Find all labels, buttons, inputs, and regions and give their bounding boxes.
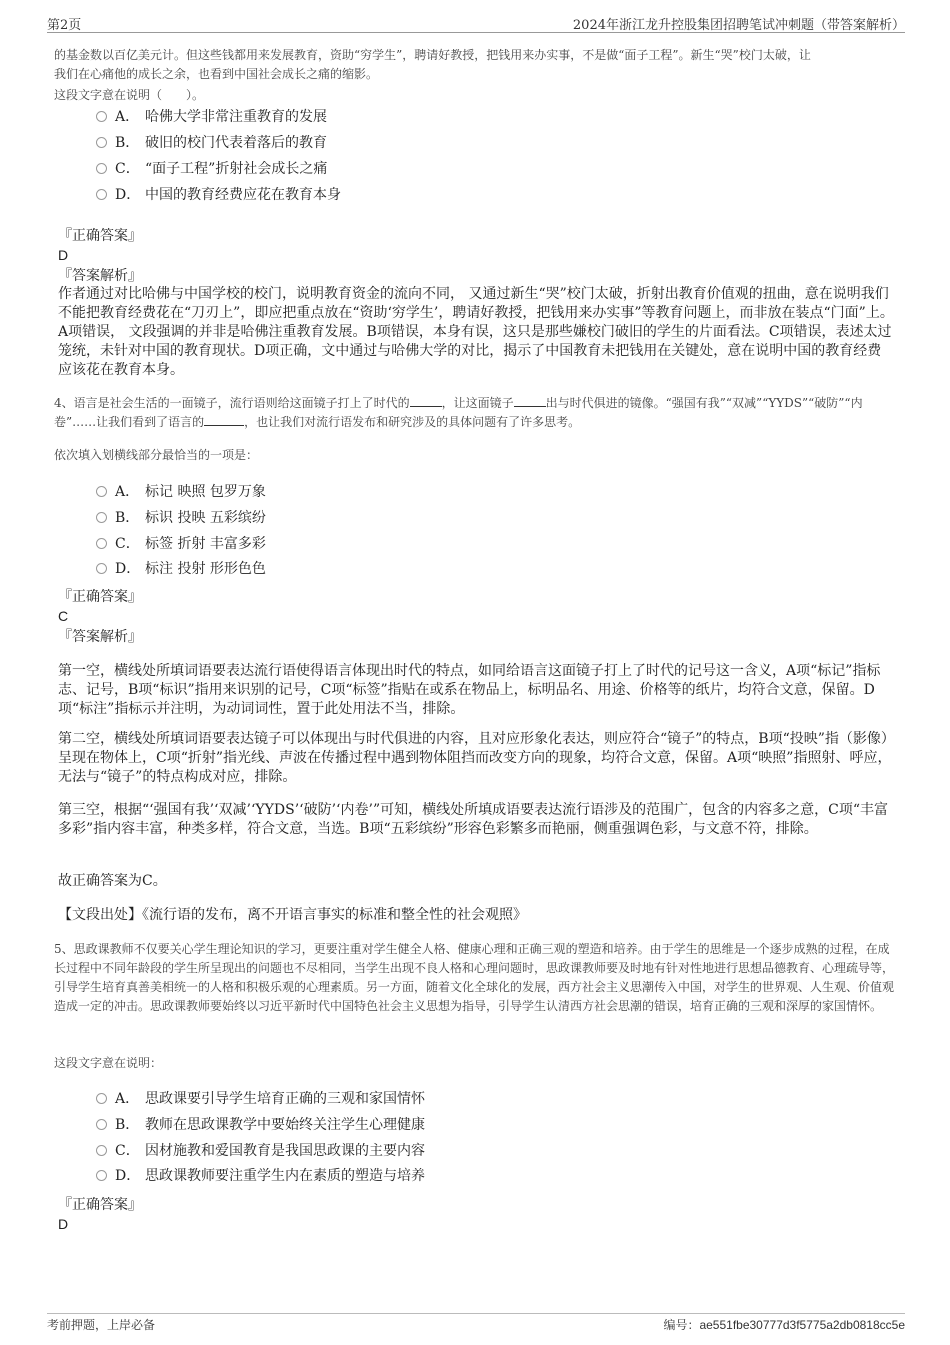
q3-option-d[interactable]: D． 中国的教育经费应花在教育本身 <box>96 185 341 205</box>
q4-answer: C <box>58 608 69 624</box>
radio-icon[interactable] <box>96 111 107 122</box>
q3-answer: D <box>58 247 69 263</box>
q4-answer-label: 『正确答案』 <box>58 589 142 605</box>
radio-icon[interactable] <box>96 1170 107 1181</box>
blank-1 <box>410 394 442 407</box>
page-footer <box>47 1313 905 1332</box>
q3-analysis: 作者通过对比哈佛与中国学校的校门，说明教育资金的流向不同， 又通过新生“哭”校门太破，折射出教育价值观的扭曲，意在说明我们不能把教育经费花在“刀刃上”，即应把重点放在“资助‘穷学生’，聘请好教授，把钱用来办实事”等教育问题上，而非放在装点“门面”上。A项错误， 文段强调的并非是哈佛注重教育发展。B项错误，本身有误，这只是那些嫌校门破旧的学生的片面看法。C项错误，表述太过笼统，未针对中国的教育现状。D项正确，文中通过与哈佛大学的对比，揭示了中国教育未把钱用在关键处，意在说明中国的教育经费应该花在教育本身。 <box>58 286 894 378</box>
document-id: 编号：ae551fbe30777d3f5775a2db0818cc5e <box>663 1318 905 1332</box>
radio-icon[interactable] <box>96 189 107 200</box>
document-title: 2024年浙江龙升控股集团招聘笔试冲刺题（带答案解析） <box>572 18 905 33</box>
q4-analysis-p1: 第一空，横线处所填词语要表达流行语使得语言体现出时代的特点，如同给语言这面镜子打上了时代的记号这一含义，A项“标记”指标志、记号，B项“标识”指用来识别的记号，C项“标签”指贴在或系在物品上，标明品名、用途、价格等的纸片，均符合文意，保留。D项“标注”指标示并注明，为动词词性，置于此处用法不当，排除。 <box>58 663 881 717</box>
radio-icon[interactable] <box>96 1093 107 1104</box>
q4-option-d[interactable]: D． 标注 投射 形形色色 <box>96 559 266 579</box>
q5-answer-label: 『正确答案』 <box>58 1197 142 1213</box>
q3-prompt: 这段文字意在说明（ ）。 <box>54 88 205 102</box>
q5-answer: D <box>58 1216 69 1232</box>
blank-2 <box>514 394 546 407</box>
q4-source: 【文段出处】《流行语的发布，离不开语言事实的标准和整全性的社会观照》 <box>58 907 527 923</box>
q5-option-c[interactable]: C． 因材施教和爱国教育是我国思政课的主要内容 <box>96 1141 425 1161</box>
footer-slogan: 考前押题，上岸必备 <box>47 1318 156 1332</box>
q4-option-c[interactable]: C． 标签 折射 丰富多彩 <box>96 534 266 554</box>
radio-icon[interactable] <box>96 137 107 148</box>
q5-prompt: 这段文字意在说明： <box>54 1056 163 1070</box>
q4-option-b[interactable]: B． 标识 投映 五彩缤纷 <box>96 508 266 528</box>
q3-analysis-label: 『答案解析』 <box>58 268 142 284</box>
q4-conclusion: 故正确答案为C。 <box>58 873 167 889</box>
radio-icon[interactable] <box>96 512 107 523</box>
q4-analysis-p2: 第二空，横线处所填词语要表达镜子可以体现出与时代俱进的内容，且对应形象化表达，则应符合“镜子”的特点，B项“投映”指（影像）呈现在物体上，C项“折射”指光线、声波在传播过程中遇到物体阻挡而改变方向的现象，均符合文意，保留。A项“映照”指照射、呼应，无法与“镜子”的特点构成对应，排除。 <box>58 731 892 785</box>
q3-option-c[interactable]: C． “面子工程”折射社会成长之痛 <box>96 159 327 179</box>
page-header <box>47 12 905 33</box>
blank-3 <box>204 413 244 426</box>
radio-icon[interactable] <box>96 1119 107 1130</box>
radio-icon[interactable] <box>96 486 107 497</box>
q4-stem: 4、语言是社会生活的一面镜子，流行语则给这面镜子打上了时代的 ，让这面镜子 出与时代俱进的镜像。“强国有我”“双减”“YYDS”“破防”“内卷”……让我们看到了语言的 ，也让我们对流行语发布和研究涉及的具体问题有了许多思考。 <box>54 396 863 429</box>
radio-icon[interactable] <box>96 563 107 574</box>
q5-option-d[interactable]: D． 思政课教师要注重学生内在素质的塑造与培养 <box>96 1166 425 1186</box>
radio-icon[interactable] <box>96 1145 107 1156</box>
q4-analysis-p3: 第三空，根据“‘强国有我’‘双减’‘YYDS’‘破防’‘内卷’”可知，横线处所填成语要表达流行语涉及的范围广，包含的内容多之意，C项“丰富多彩”指内容丰富，种类多样，符合文意，当选。B项“五彩缤纷”形容色彩繁多而艳丽，侧重强调色彩，与文意不符，排除。 <box>58 802 888 837</box>
q3-passage: 的基金数以百亿美元计。但这些钱都用来发展教育，资助“穷学生”，聘请好教授，把钱用来办实事，不是做“面子工程”。新生“哭”校门太破，让 我们在心痛他的成长之余，也看到中国社会成长之痛的缩影。 <box>54 48 811 81</box>
q4-option-a[interactable]: A． 标记 映照 包罗万象 <box>96 482 266 502</box>
radio-icon[interactable] <box>96 538 107 549</box>
page-number: 第2页 <box>47 18 82 33</box>
q3-answer-label: 『正确答案』 <box>58 228 142 244</box>
q4-analysis-label: 『答案解析』 <box>58 629 142 645</box>
q5-option-a[interactable]: A． 思政课要引导学生培育正确的三观和家国情怀 <box>96 1089 425 1109</box>
q5-option-b[interactable]: B． 教师在思政课教学中要始终关注学生心理健康 <box>96 1115 425 1135</box>
radio-icon[interactable] <box>96 163 107 174</box>
q3-option-b[interactable]: B． 破旧的校门代表着落后的教育 <box>96 133 327 153</box>
q5-stem: 5、思政课教师不仅要关心学生理论知识的学习，更要注重对学生健全人格、健康心理和正确三观的塑造和培养。由于学生的思维是一个逐步成熟的过程，在成长过程中不同年龄段的学生所呈现出的问题也不尽相同，当学生出现不良人格和心理问题时，思政课教师要及时地有针对性地进行思想品德教育、心理疏导等，引导学生培育真善美相统一的人格和积极乐观的心理素质。另一方面，随着文化全球化的发展，西方社会主义思潮传入中国，对学生的世界观、人生观、价值观造成一定的冲击。思政课教师要始终以习近平新时代中国特色社会主义思想为指导，引导学生认清西方社会思潮的错误，培育正确的三观和深厚的家国情怀。 <box>54 942 895 1013</box>
q3-option-a[interactable]: A． 哈佛大学非常注重教育的发展 <box>96 107 327 127</box>
q4-prompt: 依次填入划横线部分最恰当的一项是： <box>54 448 259 462</box>
